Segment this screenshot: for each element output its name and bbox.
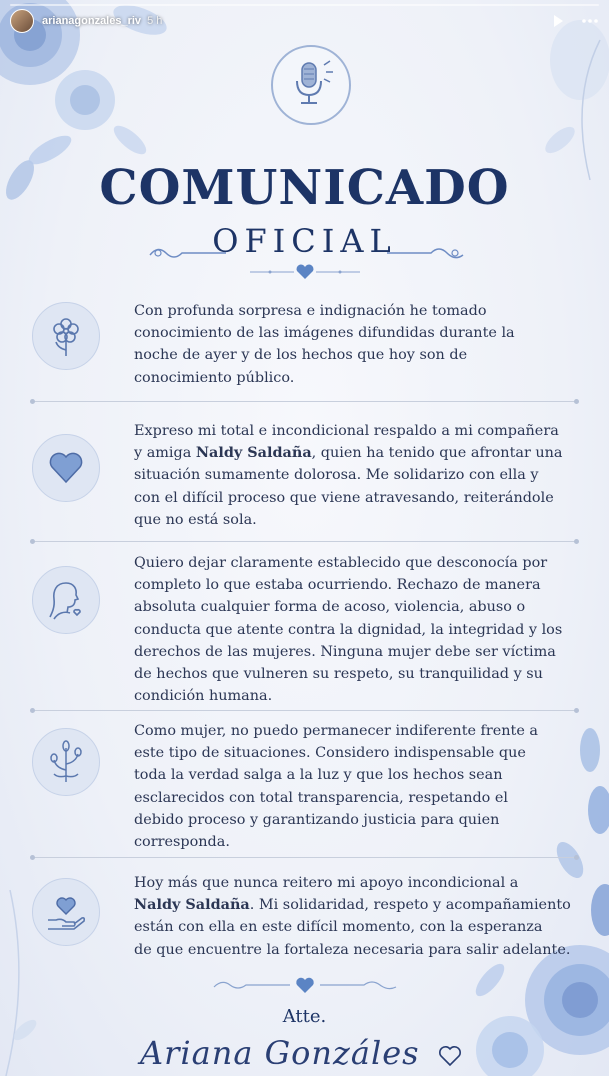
text-line: completo lo que estaba ocurriendo. Rechazo de manera — [134, 577, 541, 594]
text-line: de que encuentre la fortaleza necesaria para salir adelante. — [134, 941, 571, 958]
section-text — [134, 552, 574, 707]
page-title: COMUNICADO — [99, 160, 510, 216]
text-line: de hechos que vulneren su respeto, su tranquilidad y su — [134, 666, 543, 683]
section-text — [134, 720, 574, 853]
text-line: Como mujer, no puedo permanecer indiferente frente a — [134, 723, 539, 739]
section-divider — [32, 857, 577, 858]
section-icon-circle — [32, 878, 100, 946]
ornament-heart-divider-bottom — [210, 975, 400, 995]
section-icon-circle — [32, 728, 100, 796]
ornament-heart-divider-top — [250, 262, 360, 282]
woman-profile-icon — [44, 577, 88, 623]
section-sorpresa — [32, 300, 577, 390]
text-line: derechos de las mujeres. Ninguna mujer debe ser víctima — [134, 643, 556, 660]
heart-icon — [46, 448, 86, 488]
signature — [140, 1034, 470, 1072]
flower-icon — [46, 314, 86, 358]
bold-name: Naldy Saldaña — [134, 896, 250, 914]
text-line: Con profunda sorpresa e indignación he tomado — [134, 303, 487, 319]
text-line: conducta que atente contra la dignidad, la integridad y los — [134, 621, 563, 638]
text-line: Hoy más que nunca reitero mi apoyo incondicional a — [134, 875, 519, 891]
section-divider — [32, 710, 577, 711]
microphone-icon — [271, 45, 347, 121]
text-line: este tipo de situaciones. Considero indispensable que — [134, 745, 526, 762]
signature-text: Ariana Gonzáles — [140, 1034, 420, 1072]
text-line: corresponda. — [134, 834, 230, 851]
heart-outline-icon — [437, 1044, 463, 1068]
microphone-emblem — [271, 45, 351, 125]
text-line — [134, 442, 574, 464]
text-line: que no está sola. — [134, 511, 257, 528]
text-line: Expreso mi total e incondicional respaldo a mi compañera — [134, 423, 559, 439]
hand-heart-icon — [44, 892, 88, 932]
play-icon[interactable] — [551, 14, 565, 28]
text-line: debido proceso y garantizando justicia para quien — [134, 811, 500, 828]
bold-name: Naldy Saldaña — [195, 444, 312, 462]
section-text — [134, 300, 574, 389]
section-icon-circle — [32, 434, 100, 502]
section-rechazo — [32, 552, 577, 705]
text-line: están con ella en este difícil momento, con la esperanza — [134, 919, 543, 936]
section-divider — [32, 541, 577, 542]
post-time: 5 h — [147, 15, 163, 27]
text-run: , quien ha tenido que afrontar una — [311, 445, 563, 462]
section-icon-circle — [32, 566, 100, 634]
avatar[interactable] — [10, 9, 34, 33]
section-icon-circle — [32, 302, 100, 370]
text-line: noche de ayer y de los hechos que hoy son de — [134, 347, 468, 364]
page-subtitle: OFICIAL — [212, 222, 397, 260]
text-line: conocimiento de las imágenes difundidas durante la — [134, 325, 515, 342]
story-controls — [551, 14, 599, 28]
text-line: esclarecidos con total transparencia, respetando el — [134, 789, 509, 806]
section-text — [134, 420, 574, 531]
section-apoyo — [32, 872, 577, 972]
username[interactable]: arianagonzales_riv — [42, 15, 142, 27]
text-run: . Mi solidaridad, respeto y acompañamiento — [249, 897, 571, 914]
text-line: con el difícil proceso que viene atravesando, reiterándole — [134, 489, 554, 506]
section-text — [134, 872, 574, 961]
section-divider — [32, 401, 577, 402]
ornament-right-swirl — [385, 243, 465, 263]
ornament-left-swirl — [148, 243, 228, 263]
text-line: condición humana. — [134, 688, 273, 705]
more-options-icon[interactable] — [581, 14, 599, 28]
plant-icon — [46, 740, 86, 784]
text-line: toda la verdad salga a la luz y que los hechos sean — [134, 767, 503, 784]
text-line: absoluta cualquier forma de acoso, violencia, abuso o — [134, 599, 526, 616]
story-progress-bar — [10, 4, 599, 6]
closing-atte: Atte. — [282, 1006, 327, 1027]
text-line: conocimiento público. — [134, 369, 295, 386]
section-respaldo — [32, 420, 577, 532]
text-line: situación sumamente dolorosa. Me solidarizo con ella y — [134, 467, 539, 484]
text-line — [134, 894, 574, 916]
story-header — [10, 10, 599, 32]
section-transparencia — [32, 720, 577, 850]
text-line: Quiero dejar claramente establecido que desconocía por — [134, 555, 548, 571]
text-run: y amiga — [134, 445, 196, 462]
